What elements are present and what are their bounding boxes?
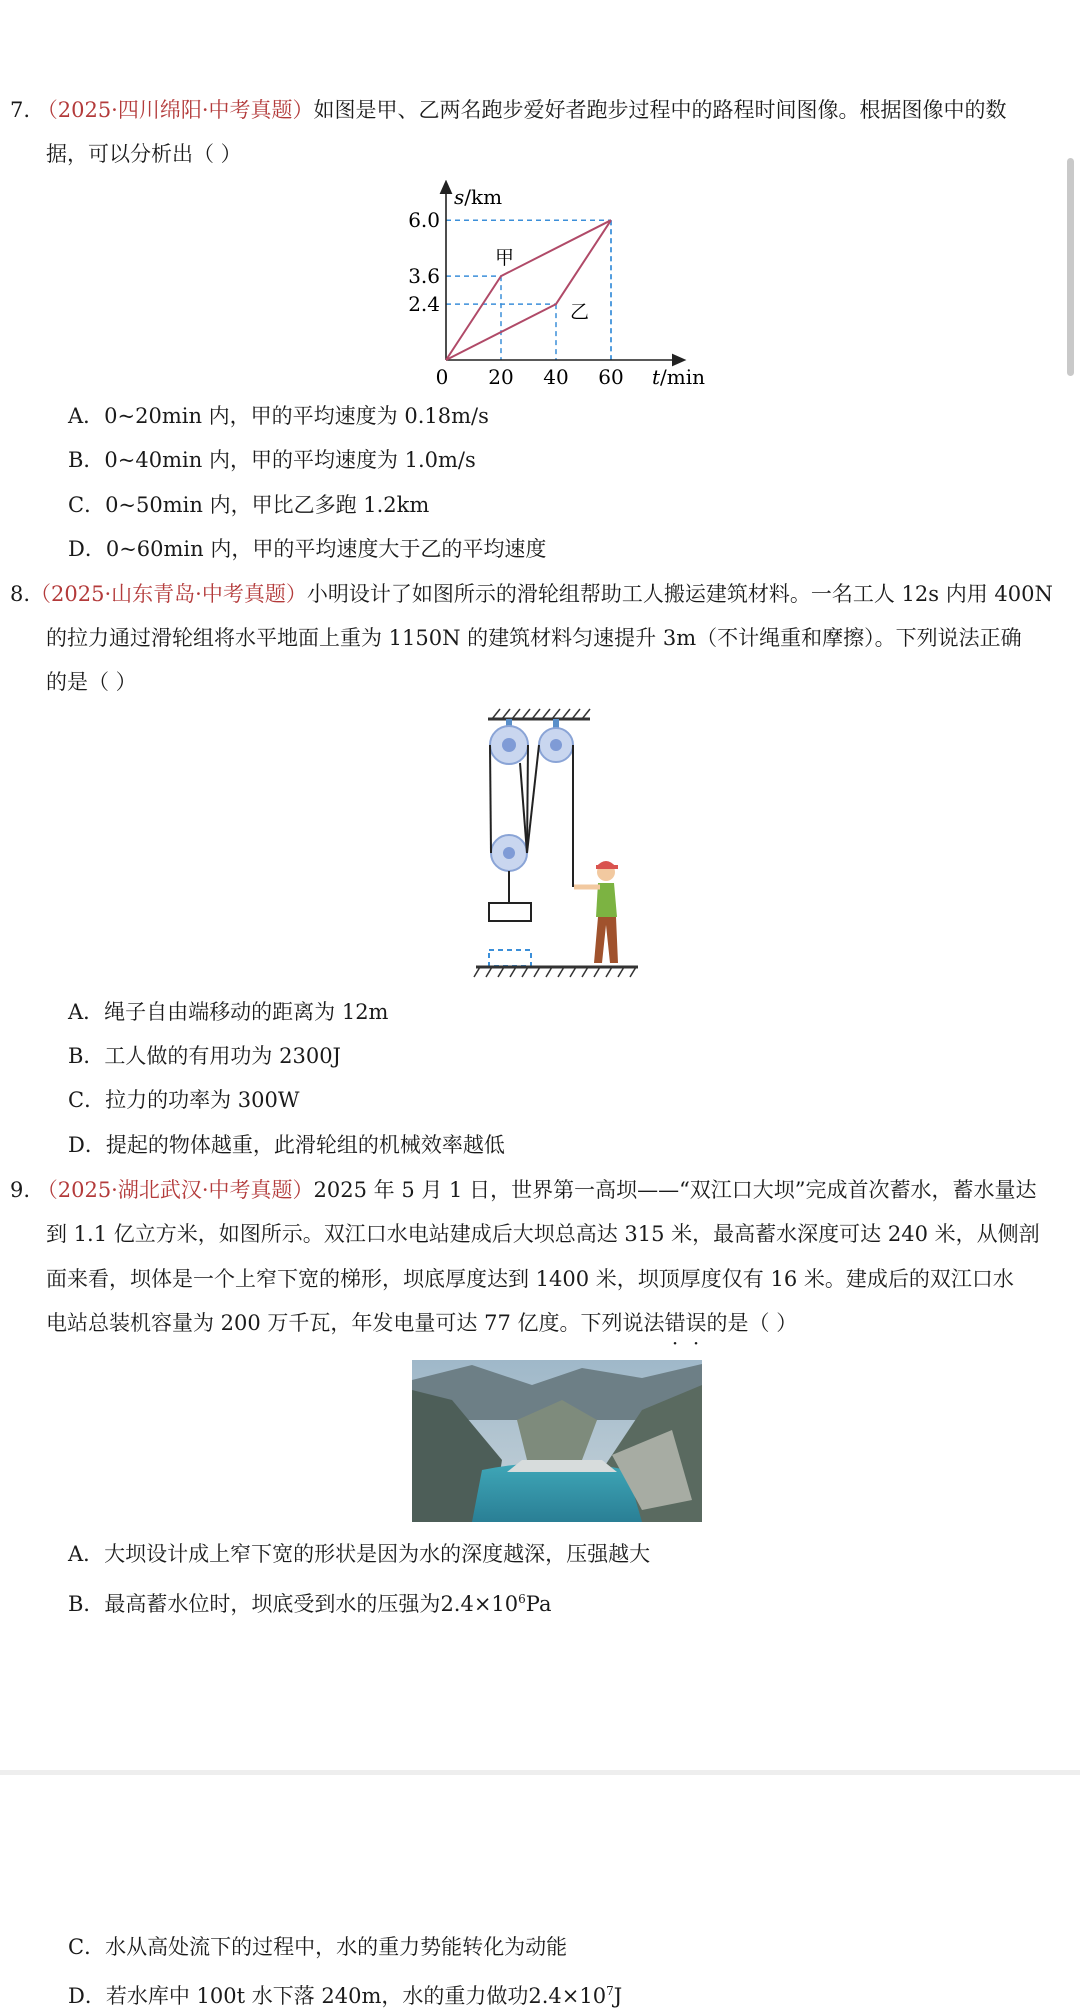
q9-number: 9. bbox=[10, 1178, 31, 1202]
x-axis-label: t/min bbox=[652, 365, 706, 389]
q9-option-a: A．大坝设计成上窄下宽的形状是因为水的深度越深，压强越大 bbox=[68, 1542, 651, 1566]
series-label-0: 甲 bbox=[495, 247, 515, 270]
q8-line1 bbox=[10, 580, 1053, 608]
q9-text4: 电站总装机容量为 200 万千瓦，年发电量可达 77 亿度。下列说法错误的是（ ） bbox=[46, 1311, 798, 1335]
q8-option-b: B．工人做的有用功为 2300J bbox=[68, 1044, 341, 1068]
pulley-diagram bbox=[470, 705, 650, 985]
q7-line1 bbox=[10, 96, 1007, 124]
q7-text1: 如图是甲、乙两名跑步爱好者跑步过程中的路程时间图像。根据图像中的数 bbox=[313, 98, 1007, 122]
y-tick-label-0: 6.0 bbox=[408, 208, 440, 233]
y-tick-label-1: 3.6 bbox=[408, 264, 440, 289]
y-axis-label: s/km bbox=[454, 185, 503, 209]
q8-text2: 的拉力通过滑轮组将水平地面上重为 1150N 的建筑材料匀速提升 3m（不计绳重和摩擦）。下列说法正确 bbox=[46, 626, 1022, 650]
q8-option-c: C．拉力的功率为 300W bbox=[68, 1088, 300, 1112]
q9-option-c: C．水从高处流下的过程中，水的重力势能转化为动能 bbox=[68, 1935, 568, 1959]
scrollbar[interactable] bbox=[1067, 158, 1074, 376]
q9-line1 bbox=[10, 1176, 1037, 1204]
q7-text2: 据，可以分析出（ ） bbox=[46, 142, 242, 166]
q8-option-d: D．提起的物体越重，此滑轮组的机械效率越低 bbox=[68, 1133, 505, 1157]
origin-label: 0 bbox=[435, 365, 449, 389]
q7-number: 7. bbox=[10, 98, 31, 122]
q7-chart bbox=[390, 180, 720, 395]
series-label-1: 乙 bbox=[570, 301, 590, 324]
pressure-value: $2.4\times 10^6Pa$ bbox=[440, 1592, 552, 1616]
load-initial-position bbox=[489, 950, 531, 966]
y-tick-label-2: 2.4 bbox=[408, 292, 440, 317]
q9-text1: 2025 年 5 月 1 日，世界第一高坝——“双江口大坝”完成首次蓄水，蓄水量达 bbox=[313, 1178, 1037, 1202]
series-line-1 bbox=[446, 220, 611, 360]
emphasis-char-1: 错 bbox=[664, 1311, 686, 1335]
q8-option-a: A．绳子自由端移动的距离为 12m bbox=[68, 1000, 389, 1024]
q7-option-b: B．0~40min 内，甲的平均速度为 1.0m/s bbox=[68, 448, 476, 472]
q8-source: （2025·山东青岛·中考真题） bbox=[30, 582, 307, 606]
emphasis-char-2: 误 bbox=[685, 1311, 707, 1335]
work-value: $2.4\times 10^7J$ bbox=[528, 1984, 623, 2008]
page-divider bbox=[0, 1770, 1080, 1775]
x-tick-label-0: 20 bbox=[488, 365, 514, 389]
q9-text3: 面来看，坝体是一个上窄下宽的梯形，坝底厚度达到 1400 米，坝顶厚度仅有 16 米。建成后的双江口水 bbox=[46, 1267, 1014, 1291]
x-tick-label-2: 60 bbox=[598, 365, 624, 389]
load-box bbox=[489, 903, 531, 921]
q9-source: （2025·湖北武汉·中考真题） bbox=[36, 1178, 314, 1202]
q9-option-b: B．最高蓄水位时，坝底受到水的压强为$2.4\times 10^6Pa$ bbox=[68, 1592, 552, 1616]
q9-option-d: D．若水库中 100t 水下落 240m，水的重力做功$2.4\times 10^7J$ bbox=[68, 1984, 623, 2008]
worker-figure bbox=[574, 861, 618, 963]
q7-source: （2025·四川绵阳·中考真题） bbox=[36, 98, 314, 122]
dam-photo bbox=[412, 1360, 702, 1522]
q8-text3: 的是（ ） bbox=[46, 670, 137, 694]
q7-option-c: C．0~50min 内，甲比乙多跑 1.2km bbox=[68, 493, 430, 517]
q7-option-d: D．0~60min 内，甲的平均速度大于乙的平均速度 bbox=[68, 537, 547, 561]
q8-text1: 小明设计了如图所示的滑轮组帮助工人搬运建筑材料。一名工人 12s 内用 400N bbox=[306, 582, 1053, 606]
q9-text2: 到 1.1 亿立方米，如图所示。双江口水电站建成后大坝总高达 315 米，最高蓄水深度可达 240 米，从侧剖 bbox=[46, 1222, 1040, 1246]
q8-number: 8. bbox=[10, 582, 31, 606]
series-line-0 bbox=[446, 220, 611, 360]
q7-option-a: A．0~20min 内，甲的平均速度为 0.18m/s bbox=[68, 404, 489, 428]
x-tick-label-1: 40 bbox=[543, 365, 569, 389]
